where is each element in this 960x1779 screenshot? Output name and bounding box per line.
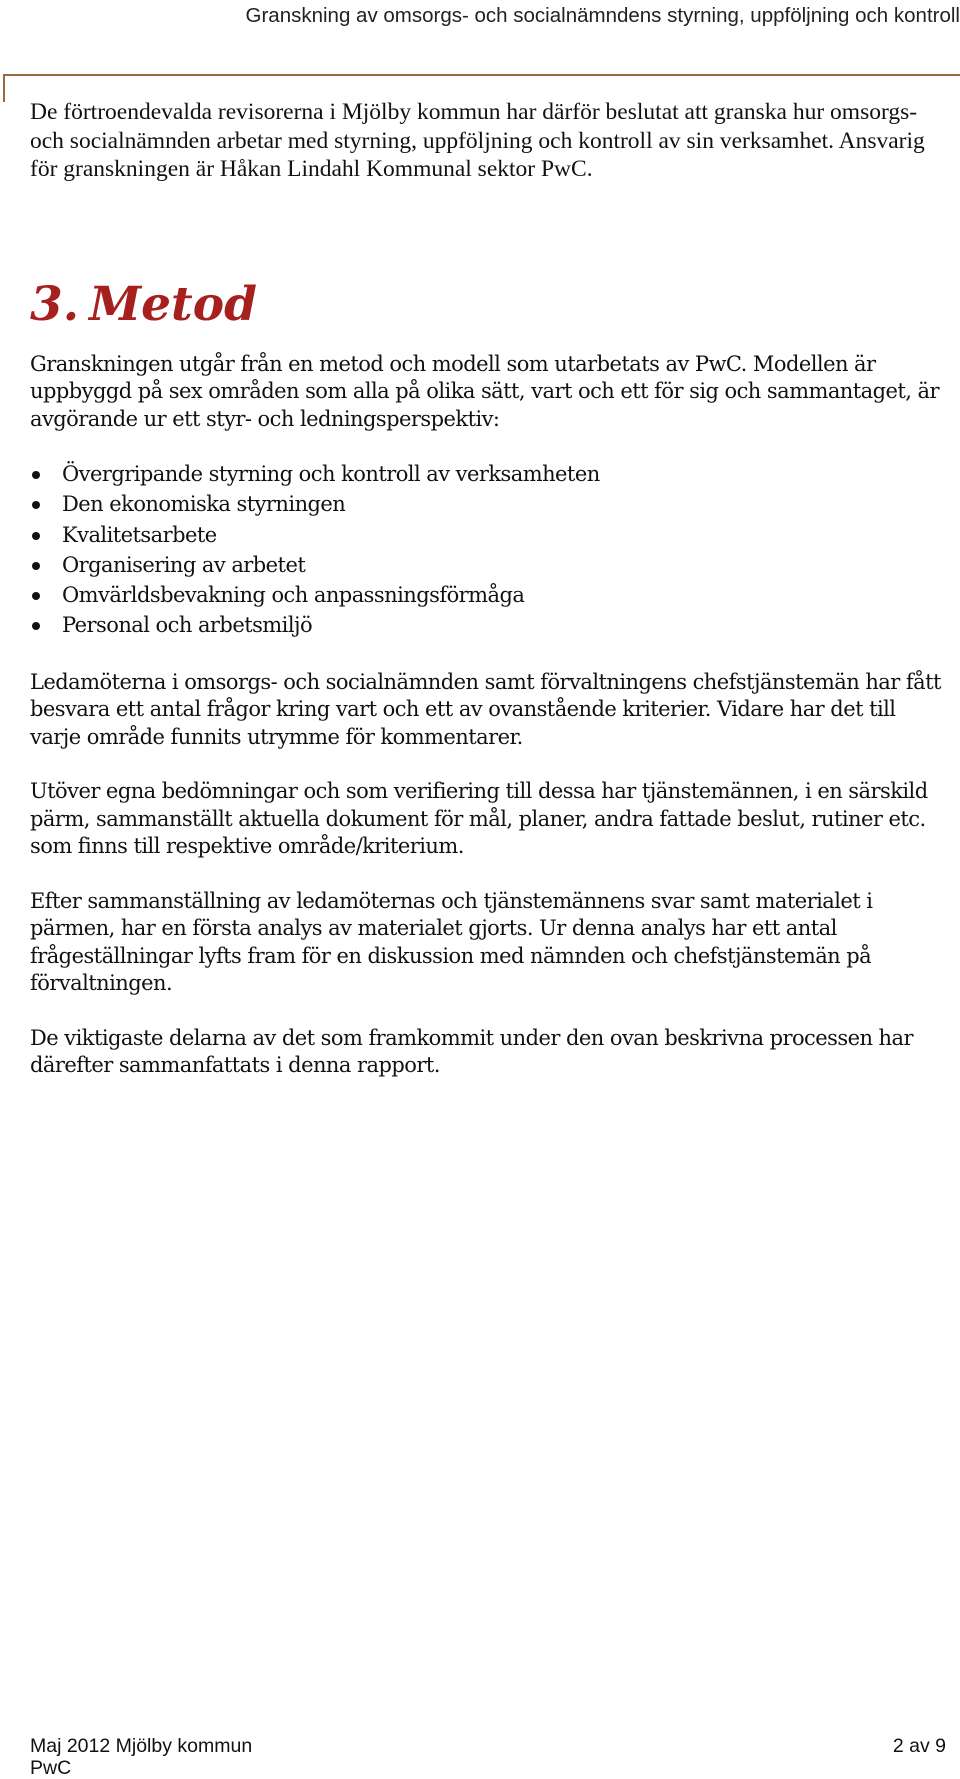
list-item: [30, 459, 950, 489]
list-item-label: Omvärldsbevakning och anpassningsförmåga: [62, 583, 525, 608]
list-item-label: Organisering av arbetet: [62, 552, 306, 577]
criteria-list: [30, 459, 950, 641]
running-header: Granskning av omsorgs- och socialnämndens styrning, uppföljning och kontroll: [245, 4, 960, 27]
header-rule-horizontal: [3, 74, 960, 76]
bullet-icon: [32, 622, 40, 630]
bullet-icon: [32, 471, 40, 479]
bullet-icon: [32, 532, 40, 540]
footer-date-org: Maj 2012 Mjölby kommun: [30, 1735, 253, 1757]
footer-company: PwC: [30, 1757, 72, 1779]
list-item: [30, 550, 950, 580]
header-rule-vertical: [3, 74, 5, 102]
list-item: [30, 580, 950, 610]
footer-left: [30, 1735, 252, 1779]
intro-paragraph: De förtroendevalda revisorerna i Mjölby kommun har därför beslutat att granska hur omsorgs- och socialnämnden arbetar med styrning, uppföljning och kontroll av sin verksamhet. Ansvarig för granskningen är Håkan Lindahl Kommunal sektor PwC.: [30, 99, 925, 182]
list-item-label: Kvalitetsarbete: [62, 522, 217, 547]
section-heading: [30, 277, 950, 333]
method-paragraph-4: Efter sammanställning av ledamöternas och tjänstemännens svar samt materialet i pärmen, har en första analys av materialet gjorts. Ur denna analys har ett antal frågeställningar lyfts fram för en diskussion med nämnden och chefstjänstemän på förvaltningen.: [30, 888, 873, 996]
bullet-icon: [32, 592, 40, 600]
method-paragraph-1: Granskningen utgår från en metod och modell som utarbetats av PwC. Modellen är uppbyggd på sex områden som alla på olika sätt, vart och ett för sig och sammantaget, är avgörande ur ett styr- och ledningsperspektiv:: [30, 351, 939, 431]
section-number: 3.: [30, 276, 80, 332]
page-content: [30, 98, 950, 1080]
list-item-label: Övergripande styrning och kontroll av verksamheten: [62, 462, 600, 486]
list-item: [30, 520, 950, 550]
method-paragraph-2: Ledamöterna i omsorgs- och socialnämnden samt förvaltningens chefstjänstemän har fått besvara ett antal frågor kring vart och ett av ovanstående kriterier. Vidare har det till varje område funnits utrymme för kommentarer.: [30, 669, 941, 749]
method-paragraph-5: De viktigaste delarna av det som framkommit under den ovan beskrivna processen har därefter sammanfattats i denna rapport.: [30, 1025, 913, 1078]
list-item-label: Den ekonomiska styrningen: [62, 492, 346, 517]
list-item-label: Personal och arbetsmiljö: [62, 613, 313, 638]
page-number: 2 av 9: [892, 1735, 946, 1757]
bullet-icon: [32, 501, 40, 509]
list-item: [30, 610, 950, 640]
bullet-icon: [32, 562, 40, 570]
list-item: [30, 489, 950, 519]
method-paragraph-3: Utöver egna bedömningar och som verifiering till dessa har tjänstemännen, i en särskild pärm, sammanställt aktuella dokument för mål, planer, andra fattade beslut, rutiner etc. som finns till respektive område/kriterium.: [30, 779, 928, 859]
section-title: Metod: [89, 276, 257, 332]
